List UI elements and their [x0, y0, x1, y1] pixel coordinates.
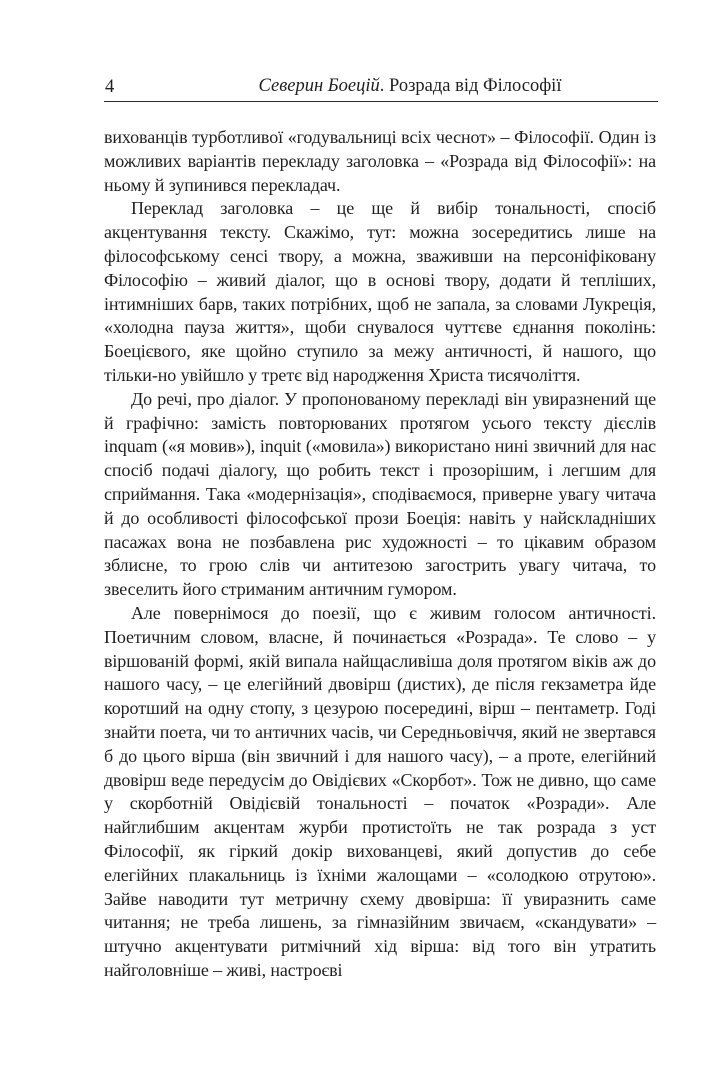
paragraph: вихованців турботливої «годувальниці всіх чеснот» – Філософії. Один із можливих варіантів перекладу заголовка – «Розрада від Філософії»: на ньому й зупинився перекладач. — [104, 127, 656, 195]
paragraph: Переклад заголовка – це ще й вибір тональності, спосіб акцентування тексту. Скажімо, тут: можна зосередитись лише на філософському сенсі твору, а можна, зваживши на персоніфіковану Філософію – живий діалог, що в основі твору, додати й тепліших, інтимніших барв, таких потрібних, щоб не запала, за словами Лукреція, «холодна пауза життя», щоби снувалося чуттєве єднання поколінь: Боецієвого, яке щойно ступило за межу античності, й нашого, що тільки-но увійшло у третє від народження Христа тисячоліття. — [104, 198, 656, 385]
running-title — [104, 74, 658, 98]
running-title-author: Северин Боецій — [258, 76, 380, 96]
page-number: 4 — [105, 77, 115, 97]
paragraph: Але повернімося до поезії, що є живим голосом античності. Поетичним словом, власне, й починається «Розрада». Те слово – у віршованій формі, якій випала найщасливіша доля протягом віків аж до нашого часу, – це елегійний двовірш (дистих), де після гекзаметра йде коротший на одну стопу, з цезурою посередині, вірш – пентаметр. Годі знайти поета, чи то античних часів, чи Середньовіччя, який не звертався б до цього вірша (він звичний і для нашого часу), – а проте, елегійний двовірш веде передусім до Овідієвих «Скорбот». Тож не дивно, що саме у скорботній Овідієвій тональності – початок «Розради». Але найглибшим акцентам журби протистоїть не так розрада з уст Філософії, як гіркий докір вихованцеві, який допустив до себе елегійних плакальниць із їхніми жалощами – «солодкою отрутою». Зайве наводити тут метричну схему двовірша: її увиразнить саме читання; не треба лишень, за гімназійним звичаєм, «скандувати» – штучно акцентувати ритмічний хід вірша: від того він утратить найголовніше – живі, настроєві — [104, 602, 656, 980]
paragraph: До речі, про діалог. У пропонованому перекладі він увиразнений ще й графічно: замість повторюваних протягом усього тексту дієслів inquam («я мовив»), inquit («мовила») використано нині звичний для нас спосіб подачі діалогу, що робить текст і прозорішим, і легшим для сприймання. Така «модернізація», сподіваємося, приверне увагу читача й до особливості філософської прози Боеція: навіть у найскладніших пасажах вона не позбавлена рис художності – то цікавим образом зблисне, то грою слів чи антитезою загострить увагу читача, то звеселить його стриманим античним гумором. — [104, 388, 656, 600]
body-text — [104, 126, 656, 983]
page-header — [104, 74, 658, 102]
running-title-work: . Розрада від Філософії — [379, 76, 562, 96]
